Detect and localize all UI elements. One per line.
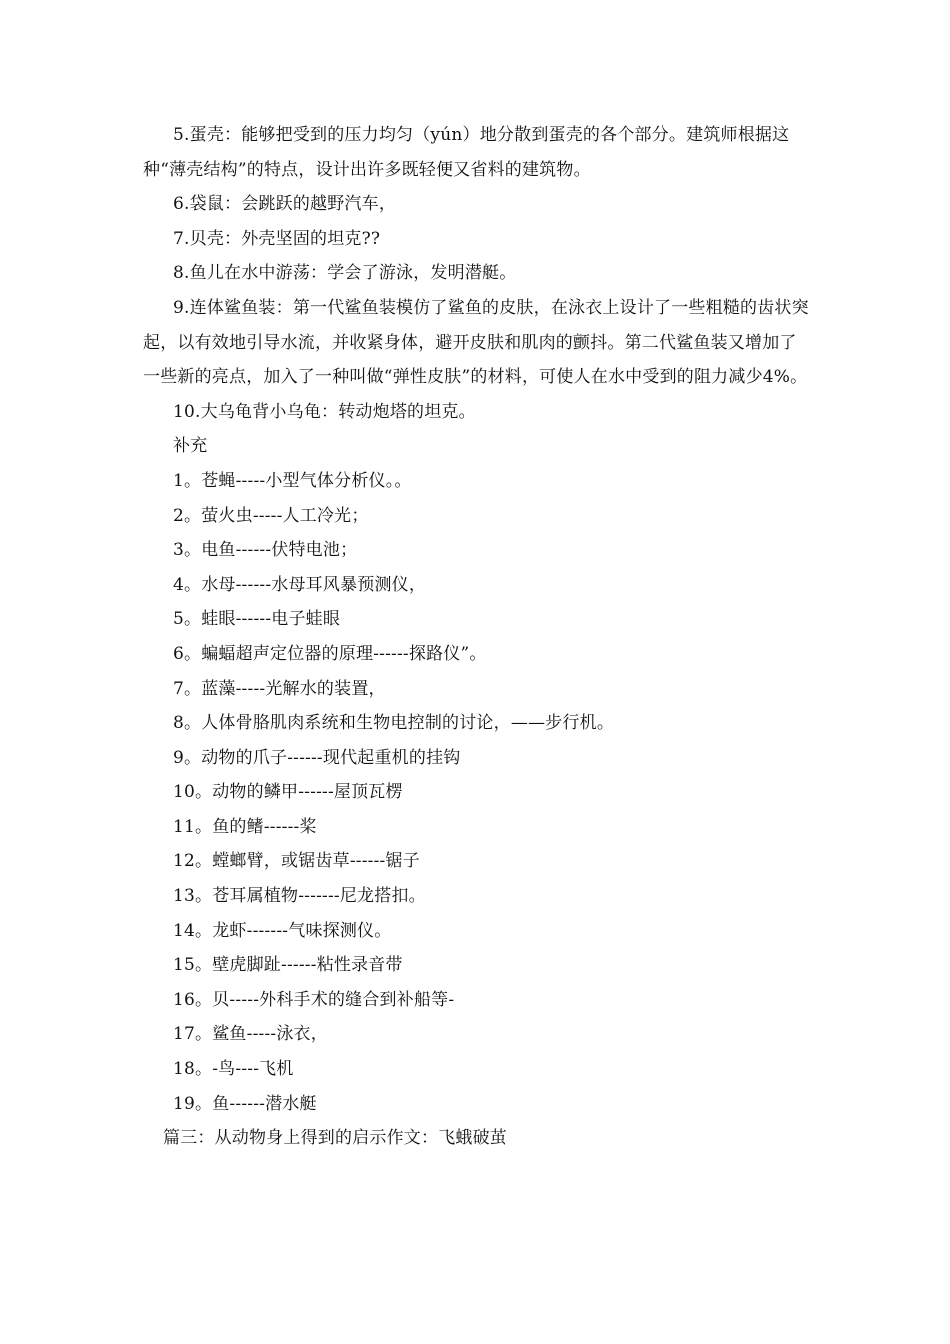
list-item: 2。萤火虫-----人工冷光； [173, 505, 369, 526]
list-item: 13。苍耳属植物-------尼龙搭扣。 [173, 886, 426, 907]
paragraph-eggshell: 5.蛋壳：能够把受到的压力均匀（yún）地分散到蛋壳的各个部分。建筑师根据这种“薄壳结构”的特点，设计出许多既轻便又省料的建筑物。 [143, 125, 790, 180]
list-item: 5。蛙眼------电子蛙眼 [173, 609, 341, 630]
list-item: 14。龙虾-------气味探测仪。 [173, 920, 392, 941]
supplement-list [143, 464, 813, 1121]
document-body [143, 118, 813, 1156]
list-item: 6。蝙蝠超声定位器的原理------探路仪”。 [173, 643, 487, 664]
section-heading: 篇三：从动物身上得到的启示作文：飞蛾破茧 [163, 1128, 507, 1149]
paragraph-shark-suit: 9.连体鲨鱼装：第一代鲨鱼装模仿了鲨鱼的皮肤，在泳衣上设计了一些粗糙的齿状突起，以有效地引导水流，并收紧身体，避开皮肤和肌肉的颤抖。第二代鲨鱼装又增加了一些新的亮点，加入了一种叫做“弹性皮肤”的材料，可使人在水中受到的阻力减少4%。 [143, 297, 809, 388]
paragraph-turtle: 10.大乌龟背小乌龟：转动炮塔的坦克。 [173, 401, 476, 422]
list-item: 12。螳螂臂，或锯齿草------锯子 [173, 851, 420, 872]
list-item: 17。鲨鱼-----泳衣， [173, 1024, 328, 1045]
list-item: 7。蓝藻-----光解水的装置， [173, 678, 386, 699]
list-item: 3。电鱼------伏特电池； [173, 540, 358, 561]
list-item: 18。-鸟----飞机 [173, 1059, 294, 1080]
list-item: 9。动物的爪子------现代起重机的挂钩 [173, 747, 461, 768]
paragraph-fish: 8.鱼儿在水中游荡：学会了游泳，发明潜艇。 [173, 263, 517, 284]
list-item: 4。水母------水母耳风暴预测仪， [173, 574, 427, 595]
list-item: 11。鱼的鳍------桨 [173, 816, 317, 837]
paragraph-kangaroo: 6.袋鼠：会跳跃的越野汽车， [173, 194, 397, 215]
list-item: 1。苍蝇-----小型气体分析仪。。 [173, 470, 412, 491]
list-item: 10。动物的鳞甲------屋顶瓦楞 [173, 782, 403, 803]
list-item: 19。鱼------潜水艇 [173, 1093, 317, 1114]
list-item: 15。壁虎脚趾------粘性录音带 [173, 955, 403, 976]
list-item: 16。贝-----外科手术的缝合到补船等- [173, 989, 455, 1010]
list-item: 8。人体骨胳肌肉系统和生物电控制的讨论，——步行机。 [173, 713, 615, 734]
supplement-title: 补充 [173, 436, 208, 457]
paragraph-shell: 7.贝壳：外壳坚固的坦克?? [173, 228, 381, 249]
